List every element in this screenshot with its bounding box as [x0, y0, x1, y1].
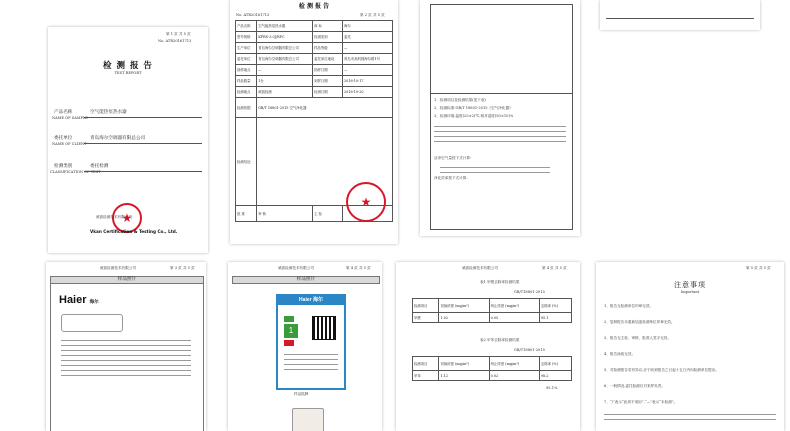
cover-sample-label-en: NAME OF SAMPLE — [52, 116, 88, 120]
cover-client-value: 青岛海尔空调器有限总公司 — [90, 136, 146, 141]
notes-item-2: 2、复制报告未重新加盖检测单位印章无效。 — [604, 320, 675, 324]
cover-report-number: No. ATR20161713 — [158, 39, 192, 43]
results-table2-title: 表2 甲苯去除率检测结果 — [480, 338, 520, 342]
report-method-page — [420, 0, 580, 236]
cover-sample-value: 空气能热泵热水器 — [90, 110, 127, 115]
notes-item-5: 5、对检测报告若有异议,应于收到报告之日起十五日内向检测单位提出。 — [604, 368, 719, 372]
notes-item-1: 1、报告无检测单位印章无效。 — [604, 304, 654, 308]
sample-photo-page-number: 第 3 页 共 5 页 — [170, 266, 195, 270]
method-line-2: 2、检测标准:GB/T 18801-2015《空气净化器》 — [434, 106, 513, 110]
sample-photo-frame — [50, 283, 204, 431]
results-reference-2: GB/T18801-2015 — [514, 348, 545, 352]
cover-client-label: 委托单位 — [54, 136, 73, 141]
label-photo-caption: 样品铭牌 — [294, 392, 309, 396]
notes-item-4: 4、报告涂改无效。 — [604, 352, 636, 356]
label-photo-page-number: 第 4 页 共 5 页 — [346, 266, 371, 270]
cover-subtitle: TEST REPORT — [114, 71, 142, 75]
label-red-bar — [284, 340, 294, 346]
sample-photo-title: 样品照片 — [50, 276, 204, 284]
report-summary-page — [230, 0, 398, 244]
cover-lab-name: 威凯检测技术有限公司 — [96, 215, 132, 219]
red-seal-stamp-summary: ★ — [346, 182, 386, 222]
report-cover-page — [48, 27, 208, 253]
results-header: 威凯检测技术有限公司 — [462, 266, 498, 270]
sample-photo-page — [46, 262, 206, 431]
label-photo-header: 威凯检测技术有限公司 — [278, 266, 314, 270]
notes-item-6: 6、一般情况,委托检测仅对来样负责。 — [604, 384, 665, 388]
cover-page-number: 第 1 页 共 5 页 — [166, 32, 191, 36]
cover-class-value: 委托检测 — [90, 164, 109, 169]
label-photo-title: 样品照片 — [232, 276, 380, 284]
results-table-2: 检测项目 初始浓度 (mg/m³) 终止浓度 (mg/m³) 去除率 (%) 甲苯 1.12 0.02 98.2 — [412, 356, 572, 381]
method-line-4: 洁净空气量按下式计算: — [434, 156, 472, 160]
notes-title: 注意事项 — [674, 281, 706, 289]
notes-page-number: 第 5 页 共 5 页 — [746, 266, 771, 270]
report-partial-page — [600, 0, 760, 30]
red-seal-stamp: ★ — [112, 203, 142, 233]
summary-report-number: No. ATR20161713 — [236, 13, 270, 17]
cover-lab-name-en: Vkan Certification & Testing Co., Ltd. — [90, 229, 178, 234]
results-table1-title: 表1 甲醛去除率检测结果 — [480, 280, 520, 284]
certification-marks — [61, 314, 123, 332]
method-line-1: 1、检测项目及检测结果(见下表) — [434, 98, 486, 102]
summary-table: 产品名称 空气能热泵热水器 商 标 海尔 型号规格 KFRS-3.0J/RFC 检测类别 委托 生产单位 青岛海尔空调器有限总公司 样品等级 — 委托单位 青岛海尔空调器有限总公司 委托单位地址 青岛市高科园海尔路1号 抽样地点 — 抽样日期 — 样品数量 1台 到样日期 2016-10-17 检测地点 威凯检测 检测日期 2016-10-20 检测依据 GB/T 18801-2015 空气净化器 检测结论 批 准 审 核 主 检 — [235, 20, 393, 222]
cover-class-label: 检测类别 — [54, 164, 73, 169]
cover-sample-label: 产品名称 — [54, 110, 73, 115]
results-value: 95.1% — [546, 386, 558, 390]
notes-title-en: Important — [680, 290, 700, 294]
results-reference-1: GB/T18801-2015 — [514, 290, 545, 294]
notes-page — [596, 262, 784, 431]
method-line-3: 3、检测环境:温度(25±2)℃,相对湿度(50±10)% — [434, 114, 514, 118]
results-page — [396, 262, 580, 431]
label-brand-bar: Haier 海尔 — [278, 296, 344, 305]
qr-code-icon — [312, 316, 336, 340]
results-page-number: 第 4 页 共 5 页 — [542, 266, 567, 270]
haier-logo: Haier 海尔 — [59, 294, 99, 306]
results-table-1: 检测项目 初始浓度 (mg/m³) 终止浓度 (mg/m³) 去除率 (%) 甲醛 1.02 0.05 95.1 — [412, 298, 572, 323]
cover-title: 检 测 报 告 — [103, 61, 153, 71]
notes-item-7: 7、“/”表示“此项不适用”,“—”表示“未检测”。 — [604, 400, 678, 404]
cover-class-label-en: CLASSIFICATION OF TEST — [50, 170, 101, 174]
summary-title: 检 测 报 告 — [298, 3, 330, 10]
summary-page-number: 第 2 页 共 5 页 — [360, 13, 385, 17]
label-photo-page — [228, 262, 382, 431]
energy-label-card — [276, 294, 346, 390]
sample-photo-header: 威凯检测技术有限公司 — [100, 266, 136, 270]
notes-item-3: 3、报告无主检、审核、批准人签字无效。 — [604, 336, 671, 340]
device-photo — [292, 408, 324, 431]
label-energy-grade: 1 — [284, 324, 298, 338]
method-line-5: 净化效率按下式计算: — [434, 176, 468, 180]
label-green-bar — [284, 316, 294, 322]
cover-client-label-en: NAME OF CLIENT — [52, 142, 87, 146]
